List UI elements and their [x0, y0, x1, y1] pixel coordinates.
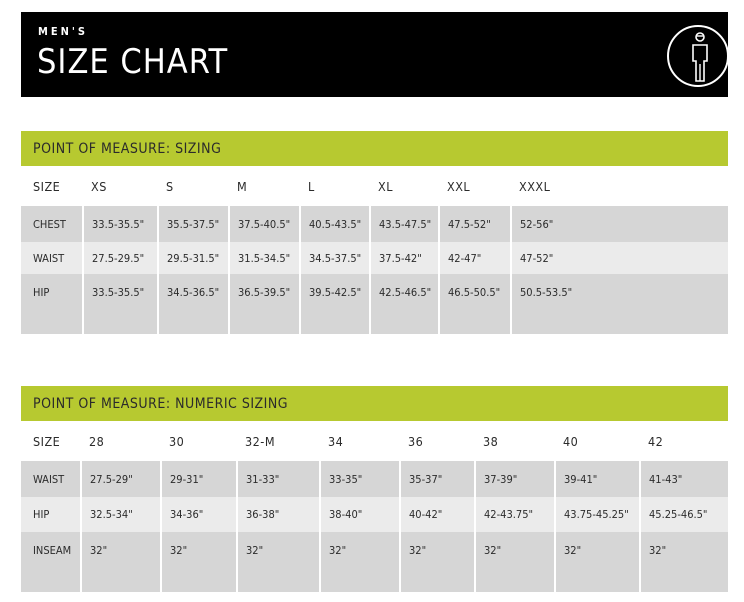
- size-col: 32-M: [237, 421, 320, 461]
- sizing-section: [21, 131, 728, 334]
- row-label: CHEST: [21, 206, 83, 242]
- table-cell: 34.5-36.5": [158, 274, 229, 334]
- size-col: S: [158, 166, 229, 206]
- size-col: XXXL: [511, 166, 728, 206]
- table-cell: 32": [475, 532, 555, 592]
- numeric-heading: POINT OF MEASURE: NUMERIC SIZING: [21, 386, 728, 421]
- sizing-heading: POINT OF MEASURE: SIZING: [21, 131, 728, 166]
- table-cell: 32.5-34": [81, 497, 161, 532]
- size-header-row: [21, 166, 728, 206]
- size-col: 34: [320, 421, 400, 461]
- row-label: INSEAM: [21, 532, 81, 592]
- sizing-table: [21, 166, 728, 334]
- table-cell: 33.5-35.5": [83, 206, 158, 242]
- page-title: SIZE CHART: [37, 42, 229, 82]
- size-col: XS: [83, 166, 158, 206]
- size-label: SIZE: [21, 166, 83, 206]
- size-col: 36: [400, 421, 475, 461]
- table-cell: 31.5-34.5": [229, 242, 300, 274]
- table-row: [21, 461, 728, 497]
- table-cell: 32": [237, 532, 320, 592]
- row-label: HIP: [21, 497, 81, 532]
- table-cell: 47.5-52": [439, 206, 511, 242]
- table-cell: 38-40": [320, 497, 400, 532]
- table-cell: 41-43": [640, 461, 728, 497]
- table-cell: 39-41": [555, 461, 640, 497]
- table-cell: 50.5-53.5": [511, 274, 728, 334]
- table-cell: 42-47": [439, 242, 511, 274]
- table-cell: 39.5-42.5": [300, 274, 370, 334]
- size-header-row: [21, 421, 728, 461]
- table-cell: 37.5-42": [370, 242, 439, 274]
- table-cell: 37.5-40.5": [229, 206, 300, 242]
- person-measure-icon: [666, 24, 730, 88]
- row-label: WAIST: [21, 461, 81, 497]
- table-cell: 32": [555, 532, 640, 592]
- table-cell: 45.25-46.5": [640, 497, 728, 532]
- size-label: SIZE: [21, 421, 81, 461]
- header-subtitle: MEN'S: [38, 25, 89, 38]
- table-cell: 46.5-50.5": [439, 274, 511, 334]
- size-col: 30: [161, 421, 237, 461]
- table-cell: 43.75-45.25": [555, 497, 640, 532]
- table-cell: 37-39": [475, 461, 555, 497]
- table-cell: 40-42": [400, 497, 475, 532]
- table-cell: 34-36": [161, 497, 237, 532]
- table-cell: 36-38": [237, 497, 320, 532]
- size-col: 40: [555, 421, 640, 461]
- table-cell: 33-35": [320, 461, 400, 497]
- table-row: [21, 242, 728, 274]
- table-cell: 47-52": [511, 242, 728, 274]
- table-cell: 32": [161, 532, 237, 592]
- size-col: XXL: [439, 166, 511, 206]
- table-cell: 32": [640, 532, 728, 592]
- table-cell: 32": [400, 532, 475, 592]
- table-row: [21, 274, 728, 334]
- table-cell: 36.5-39.5": [229, 274, 300, 334]
- table-cell: 35-37": [400, 461, 475, 497]
- numeric-section: [21, 386, 728, 592]
- table-cell: 42.5-46.5": [370, 274, 439, 334]
- row-label: WAIST: [21, 242, 83, 274]
- table-cell: 31-33": [237, 461, 320, 497]
- table-cell: 33.5-35.5": [83, 274, 158, 334]
- row-label: HIP: [21, 274, 83, 334]
- table-cell: 29.5-31.5": [158, 242, 229, 274]
- size-col: M: [229, 166, 300, 206]
- table-cell: 40.5-43.5": [300, 206, 370, 242]
- numeric-table: [21, 421, 728, 592]
- header-banner: [21, 12, 728, 97]
- table-cell: 32": [320, 532, 400, 592]
- table-row: [21, 497, 728, 532]
- table-cell: 43.5-47.5": [370, 206, 439, 242]
- table-cell: 27.5-29.5": [83, 242, 158, 274]
- table-cell: 27.5-29": [81, 461, 161, 497]
- table-cell: 42-43.75": [475, 497, 555, 532]
- table-cell: 52-56": [511, 206, 728, 242]
- size-col: 28: [81, 421, 161, 461]
- size-col: 42: [640, 421, 728, 461]
- table-row: [21, 532, 728, 592]
- table-cell: 35.5-37.5": [158, 206, 229, 242]
- size-col: 38: [475, 421, 555, 461]
- table-row: [21, 206, 728, 242]
- size-col: L: [300, 166, 370, 206]
- table-cell: 34.5-37.5": [300, 242, 370, 274]
- table-cell: 29-31": [161, 461, 237, 497]
- table-cell: 32": [81, 532, 161, 592]
- size-col: XL: [370, 166, 439, 206]
